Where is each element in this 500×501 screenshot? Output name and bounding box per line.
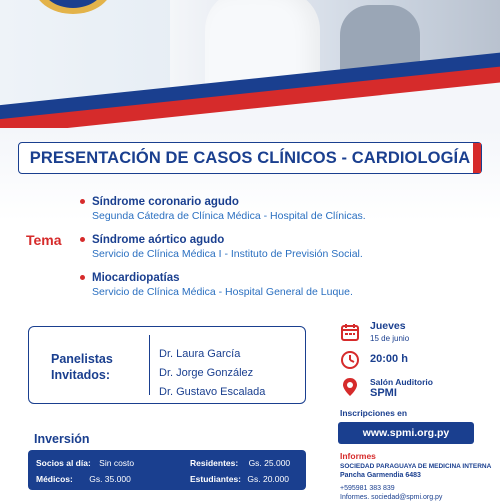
price-label: Médicos: — [36, 474, 73, 484]
price-row — [190, 458, 290, 468]
informes-email[interactable]: Informes. sociedad@spmi.org.py — [340, 494, 443, 501]
topic-item — [80, 272, 353, 298]
price-row — [190, 474, 289, 484]
topic-subtitle: Segunda Cátedra de Clínica Médica - Hospital de Clínicas. — [92, 210, 366, 222]
event-time-text: 20:00 h — [370, 353, 408, 365]
event-title-bar — [18, 142, 482, 174]
spmi-logo — [28, 0, 118, 18]
topic-item — [80, 196, 366, 222]
price-label: Estudiantes: — [190, 474, 242, 484]
calendar-icon — [340, 322, 360, 342]
price-label: Socios al día: — [36, 458, 91, 468]
event-date-text: 15 de junio — [370, 334, 410, 343]
price-value: Gs. 35.000 — [89, 474, 131, 484]
informes-address: Pancha Garmendia 6483 — [340, 472, 421, 479]
website-link[interactable]: www.spmi.org.py — [338, 422, 474, 444]
topic-subtitle: Servicio de Clínica Médica - Hospital General de Luque. — [92, 286, 353, 298]
panelists-label-line2: Invitados: — [51, 368, 111, 382]
panelist-name: Dr. Laura García — [159, 348, 241, 360]
title-accent — [473, 143, 481, 173]
informes-phone: +595981 383 839 — [340, 485, 395, 492]
price-label: Residentes: — [190, 458, 239, 468]
price-value: Gs. 25.000 — [248, 458, 291, 468]
informes-title: Informes — [340, 451, 376, 461]
topic-title: Síndrome aórtico agudo — [92, 234, 225, 246]
panelists-label-line1: Panelistas — [51, 352, 113, 366]
panelists-box — [28, 326, 306, 404]
informes-org: SOCIEDAD PARAGUAYA DE MEDICINA INTERNA — [340, 463, 492, 470]
panelist-name: Dr. Gustavo Escalada — [159, 386, 266, 398]
inversion-title: Inversión — [34, 432, 90, 446]
topic-item — [80, 234, 363, 260]
price-row — [36, 474, 131, 484]
inversion-box — [28, 450, 306, 490]
location-pin-icon — [340, 377, 360, 397]
bullet-icon — [80, 199, 85, 204]
venue-line1: Salón Auditorio — [370, 377, 433, 387]
topic-title: Miocardiopatías — [92, 272, 180, 284]
tema-label: Tema — [26, 232, 62, 248]
event-day: Jueves — [370, 320, 406, 332]
price-value: Gs. 20.000 — [247, 474, 289, 484]
hero-banner — [0, 0, 500, 130]
panelists-names — [159, 345, 265, 402]
panelist-name: Dr. Jorge González — [159, 367, 254, 379]
topic-subtitle: Servicio de Clínica Médica I - Instituto de Previsión Social. — [92, 248, 363, 260]
inscripciones-label: Inscripciones en — [340, 408, 408, 418]
event-title: PRESENTACIÓN DE CASOS CLÍNICOS - CARDIOLOGÍA — [29, 148, 471, 167]
price-row — [36, 458, 134, 468]
bullet-icon — [80, 275, 85, 280]
panelists-divider — [149, 335, 150, 395]
venue-line2: SPMI — [370, 387, 397, 399]
clock-icon — [340, 350, 360, 370]
price-value: Sin costo — [99, 458, 135, 468]
topic-title: Síndrome coronario agudo — [92, 196, 239, 208]
bullet-icon — [80, 237, 85, 242]
panelists-label — [51, 351, 113, 383]
